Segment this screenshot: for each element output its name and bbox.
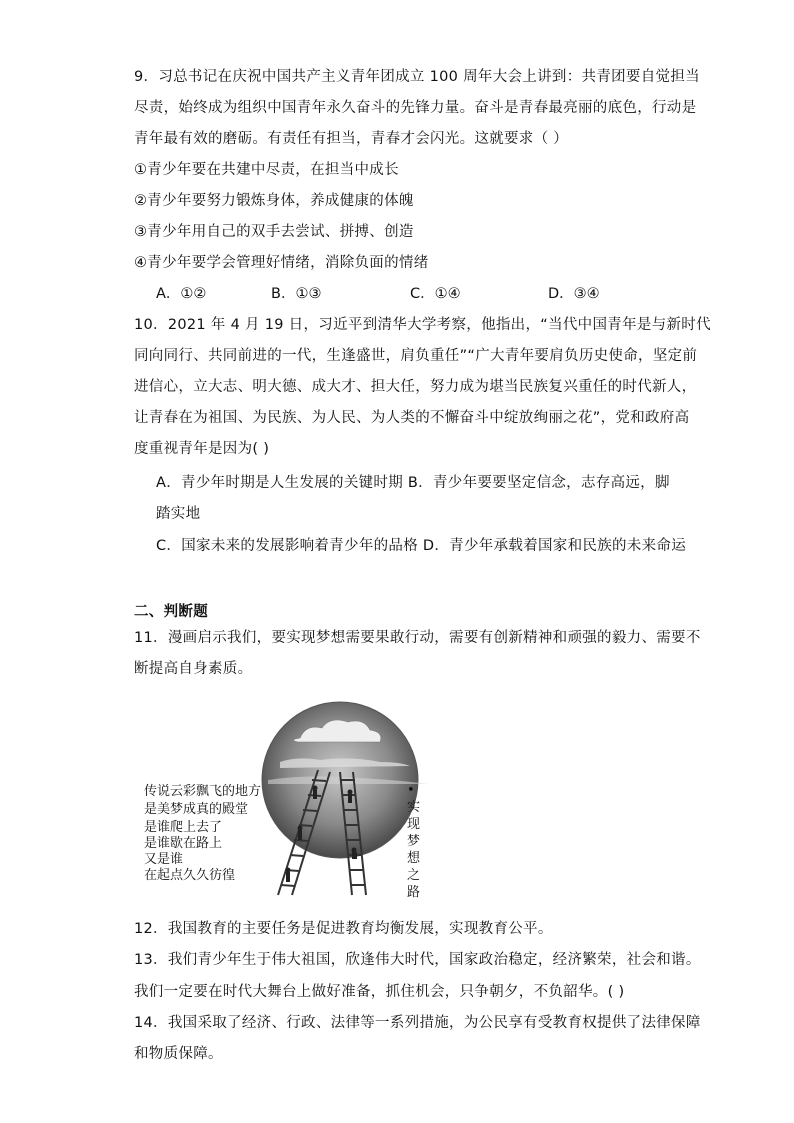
question-text-line: 让青春在为祖国、为民族、为人民、为人类的不懈奋斗中绽放绚丽之花”，党和政府高 (134, 410, 690, 426)
title-char: 路 (407, 885, 421, 900)
option-c[interactable]: C．①④ (410, 286, 461, 302)
poem-line: 又是谁 (144, 852, 184, 867)
question-text-line: 断提高自身素质。 (134, 661, 253, 677)
section-heading: 二、判断题 (134, 604, 208, 620)
poem-line: 传说云彩飘飞的地方 (144, 784, 262, 799)
poem-line: 是谁爬上去了 (144, 820, 223, 835)
poem-line: 在起点久久彷徨 (144, 868, 236, 883)
bullet-dot: • (407, 783, 415, 798)
question-text-line: 青年最有效的磨砺。有责任有担当，青春才会闪光。这就要求（ ） (134, 131, 569, 147)
title-char: 之 (407, 868, 421, 883)
question-text-line: 进信心，立大志、明大德、成大才、担大任，努力成为堪当民族复兴重任的时代新人， (134, 379, 697, 395)
question-text-line: 同向同行、共同前进的一代，生逢盛世，肩负重任”“广大青年要肩负历史使命，坚定前 (134, 348, 698, 364)
question-text-line: 和物质保障。 (134, 1046, 223, 1062)
statement-4: ④青少年要学会管理好情绪，消除负面的情绪 (134, 255, 429, 271)
question-text-line: 度重视青年是因为( ) (134, 441, 270, 457)
question-text-line: 9．习总书记在庆祝中国共产主义青年团成立 100 周年大会上讲到：共青团要自觉担当 (134, 69, 700, 85)
title-char: 梦 (407, 834, 421, 849)
question-text-line: 我们一定要在时代大舞台上做好准备，抓住机会，只争朝夕，不负韶华。( ) (134, 984, 625, 1000)
option-d[interactable]: D．③④ (548, 286, 600, 302)
cartoon-vertical-title (407, 782, 423, 901)
question-text-line: 13．我们青少年生于伟大祖国，欣逢伟大时代，国家政治稳定，经济繁荣，社会和谐。 (134, 952, 701, 968)
statement-2: ②青少年要努力锻炼身体，养成健康的体魄 (134, 193, 414, 209)
options-c-d[interactable]: C．国家未来的发展影响着青少年的品格 D．青少年承载着国家和民族的未来命运 (156, 538, 686, 554)
question-text-line: 14．我国采取了经济、行政、法律等一系列措施，为公民享有受教育权提供了法律保障 (134, 1015, 701, 1031)
title-char: 现 (407, 817, 421, 832)
option-b[interactable]: B．①③ (271, 286, 322, 302)
answer-options (156, 284, 656, 304)
poem-line: 是美梦成真的殿堂 (144, 802, 249, 817)
title-char: 实 (407, 800, 421, 815)
statement-1: ①青少年要在共建中尽责，在担当中成长 (134, 162, 399, 178)
question-text-line: 11．漫画启示我们，要实现梦想需要果敢行动，需要有创新精神和顽强的毅力、需要不 (134, 630, 701, 646)
option-a[interactable]: A．①② (156, 286, 207, 302)
question-text-line: 尽责，始终成为组织中国青年永久奋斗的先锋力量。奋斗是青春最亮丽的底色，行动是 (134, 100, 697, 116)
statement-3: ③青少年用自己的双手去尝试、拼搏、创造 (134, 224, 414, 240)
question-text-line: 10．2021 年 4 月 19 日，习近平到清华大学考察，他指出，“当代中国青年是与新时代 (134, 317, 711, 333)
option-b-continued[interactable]: 踏实地 (156, 506, 201, 522)
poem-line: 是谁歇在路上 (144, 836, 223, 851)
question-12: 12．我国教育的主要任务是促进教育均衡发展，实现教育公平。 (134, 921, 553, 937)
title-char: 想 (407, 851, 421, 866)
options-a-b[interactable]: A．青少年时期是人生发展的关键时期 B．青少年要要坚定信念，志存高远，脚 (156, 475, 670, 491)
